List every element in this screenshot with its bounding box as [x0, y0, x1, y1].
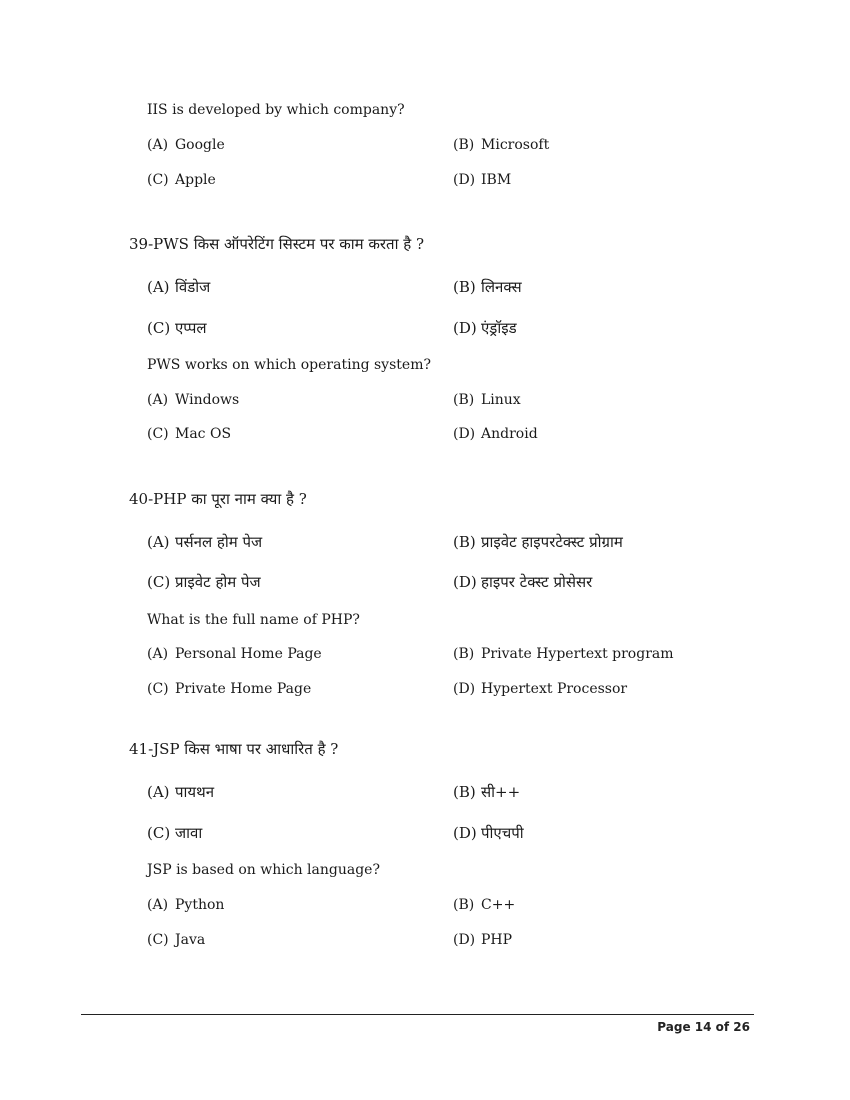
q40-hindi-option-c	[147, 572, 261, 592]
q41-english-question: JSP is based on which language?	[147, 862, 380, 878]
q38-english-option-d	[453, 172, 511, 188]
option-label: (C)	[147, 681, 169, 697]
option-text: Google	[175, 137, 225, 153]
option-text: Private Hypertext program	[481, 646, 674, 662]
option-text: पायथन	[175, 783, 215, 801]
option-label: (A)	[147, 783, 170, 801]
option-label: (C)	[147, 824, 171, 842]
page-number: Page 14 of 26	[657, 1020, 750, 1034]
q40-hindi-option-a	[147, 532, 262, 552]
q39-english-question: PWS works on which operating system?	[147, 357, 431, 373]
option-text: सी++	[481, 783, 521, 801]
option-label: (B)	[453, 137, 475, 153]
option-label: (D)	[453, 932, 476, 948]
option-label: (D)	[453, 172, 476, 188]
option-label: (B)	[453, 897, 475, 913]
q38-english-question: IIS is developed by which company?	[147, 102, 405, 118]
option-text: Python	[175, 897, 225, 913]
option-label: (A)	[147, 137, 169, 153]
option-text: विंडोज	[175, 278, 211, 296]
q39-hindi-question: 39-PWS किस ऑपरेटिंग सिस्टम पर काम करता है ?	[129, 235, 425, 253]
option-text: Apple	[175, 172, 216, 188]
option-text: Microsoft	[481, 137, 550, 153]
q39-english-option-c	[147, 426, 231, 442]
q38-english-option-b	[453, 137, 549, 153]
option-label: (B)	[453, 533, 476, 551]
q40-english-question: What is the full name of PHP?	[147, 612, 360, 628]
q39-hindi-option-d	[453, 318, 517, 338]
q41-hindi-option-d	[453, 823, 524, 843]
option-label: (B)	[453, 646, 475, 662]
option-label: (A)	[147, 278, 170, 296]
option-text: जावा	[175, 824, 203, 842]
option-label: (B)	[453, 392, 475, 408]
option-label: (C)	[147, 573, 171, 591]
q41-hindi-question: 41-JSP किस भाषा पर आधारित है ?	[129, 740, 339, 758]
option-label: (A)	[147, 897, 169, 913]
option-text: प्राइवेट हाइपरटेक्स्ट प्रोग्राम	[481, 533, 623, 551]
option-text: पर्सनल होम पेज	[175, 533, 263, 551]
q38-english-option-a	[147, 137, 225, 153]
q39-hindi-option-b	[453, 277, 522, 297]
q39-english-option-b	[453, 392, 521, 408]
option-label: (D)	[453, 573, 477, 591]
q40-english-option-d	[453, 681, 627, 697]
option-text: पीएचपी	[481, 824, 524, 842]
option-text: Private Home Page	[175, 681, 312, 697]
q39-english-option-d	[453, 426, 538, 442]
q39-english-option-a	[147, 392, 239, 408]
q40-hindi-option-b	[453, 532, 623, 552]
option-text: Hypertext Processor	[481, 681, 628, 697]
option-text: Linux	[481, 392, 521, 408]
option-label: (D)	[453, 681, 476, 697]
q41-hindi-option-c	[147, 823, 202, 843]
q41-english-option-b	[453, 897, 515, 913]
option-label: (A)	[147, 533, 170, 551]
option-text: लिनक्स	[481, 278, 522, 296]
option-label: (A)	[147, 646, 169, 662]
q41-english-option-a	[147, 897, 224, 913]
q41-english-option-c	[147, 932, 205, 948]
option-label: (A)	[147, 392, 169, 408]
option-label: (C)	[147, 172, 169, 188]
q38-english-option-c	[147, 172, 216, 188]
option-label: (C)	[147, 319, 171, 337]
option-label: (D)	[453, 319, 477, 337]
q40-english-option-b	[453, 646, 674, 662]
option-text: Android	[481, 426, 538, 442]
option-label: (C)	[147, 932, 169, 948]
q41-english-option-d	[453, 932, 512, 948]
q40-english-option-a	[147, 646, 322, 662]
option-text: Personal Home Page	[175, 646, 322, 662]
option-text: C++	[481, 897, 516, 913]
q41-hindi-option-a	[147, 782, 214, 802]
q40-english-option-c	[147, 681, 311, 697]
option-label: (C)	[147, 426, 169, 442]
option-label: (D)	[453, 426, 476, 442]
option-text: IBM	[481, 172, 512, 188]
option-text: प्राइवेट होम पेज	[175, 573, 261, 591]
q41-hindi-option-b	[453, 782, 520, 802]
q39-hindi-option-a	[147, 277, 210, 297]
option-text: PHP	[481, 932, 513, 948]
option-text: Java	[175, 932, 206, 948]
option-text: एप्पल	[175, 319, 207, 337]
q40-hindi-question: 40-PHP का पूरा नाम क्या है ?	[129, 490, 307, 508]
q39-hindi-option-c	[147, 318, 207, 338]
option-text: Mac OS	[175, 426, 232, 442]
option-label: (B)	[453, 783, 476, 801]
option-text: एंड्रॉइड	[481, 319, 517, 337]
option-label: (D)	[453, 824, 477, 842]
footer-divider	[81, 1014, 754, 1015]
option-text: हाइपर टेक्स्ट प्रोसेसर	[481, 573, 593, 591]
q40-hindi-option-d	[453, 572, 592, 592]
option-label: (B)	[453, 278, 476, 296]
option-text: Windows	[175, 392, 240, 408]
